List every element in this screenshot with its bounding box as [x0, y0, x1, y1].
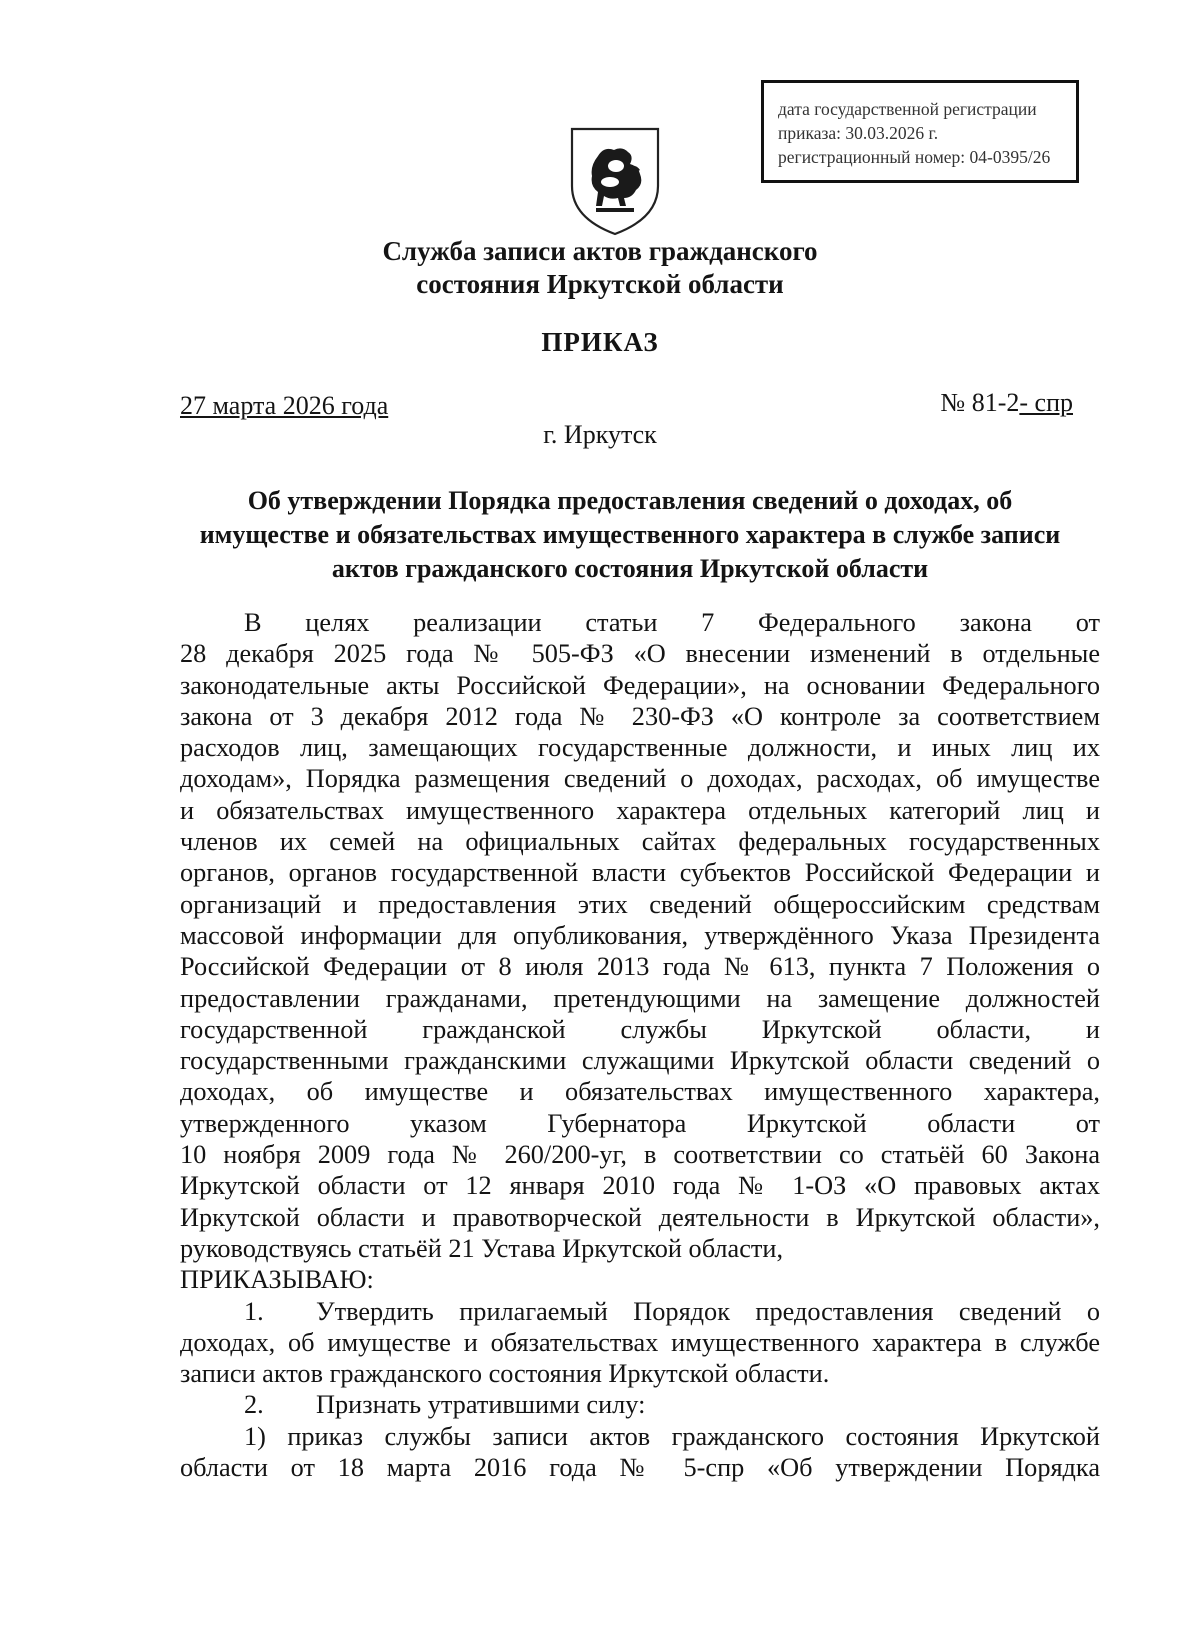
organization-title	[300, 235, 900, 301]
registration-line: дата государственной регистрации	[778, 99, 1037, 119]
body-line: В целях реализации статьи 7 Федерального закона от	[244, 608, 1100, 637]
body-line: организаций и предоставления этих сведений общероссийским средствам	[180, 889, 1100, 919]
item-2-text: Признать утратившими силу:	[316, 1390, 646, 1420]
organization-title-line: Служба записи актов гражданского	[382, 236, 818, 266]
subject-line: имуществе и обязательствах имущественного характера в службе записи	[199, 520, 1061, 549]
item-1-number: 1.	[244, 1296, 264, 1326]
body-line: 10 ноября 2009 года № 260/200-уг, в соответствии со статьёй 60 Закона	[180, 1140, 1100, 1170]
subitem-1-line: 1) приказ службы записи актов гражданского состояния Иркутской	[244, 1421, 1100, 1451]
body-line: предоставлении гражданами, претендующими на замещение должностей	[180, 983, 1100, 1013]
item-1-line: записи актов гражданского состояния Иркутской области.	[180, 1359, 830, 1389]
body-line: утвержденного указом Губернатора Иркутской области от	[180, 1108, 1100, 1138]
order-body	[180, 607, 1100, 1483]
item-1-text: Утвердить прилагаемый Порядок предоставления сведений о	[316, 1296, 1100, 1326]
body-line: Иркутской области и правотворческой деятельности в Иркутской области»,	[180, 1202, 1100, 1232]
document-type: ПРИКАЗ	[541, 327, 659, 357]
registration-line: приказа: 30.03.2026 г.	[778, 123, 939, 143]
order-word: ПРИКАЗЫВАЮ:	[180, 1265, 374, 1295]
body-line: органов, органов государственной власти субъектов Российской Федерации и	[180, 858, 1100, 888]
subitem-1-line: области от 18 марта 2016 года № 5-спр «Об утверждении Порядка	[180, 1453, 1100, 1483]
body-line: доходах, об имуществе и обязательствах имущественного характера,	[180, 1077, 1100, 1107]
body-line: законодательные акты Российской Федерации», на основании Федерального	[180, 670, 1100, 700]
coat-of-arms-icon	[568, 126, 662, 237]
organization-title-line: состояния Иркутской области	[416, 269, 784, 299]
body-line: закона от 3 декабря 2012 года № 230-ФЗ «О контроле за соответствием	[180, 701, 1100, 731]
item-2-number: 2.	[244, 1390, 264, 1420]
body-line: государственной гражданской службы Иркутской области, и	[180, 1014, 1100, 1044]
body-line: Российской Федерации от 8 июля 2013 года № 613, пункта 7 Положения о	[180, 952, 1100, 982]
order-date: 27 марта 2026 года	[180, 391, 389, 420]
body-line: доходам», Порядка размещения сведений о доходах, расходах, об имуществе	[180, 764, 1100, 794]
body-line: руководствуясь статьёй 21 Устава Иркутской области,	[180, 1233, 784, 1263]
registration-stamp	[761, 80, 1079, 183]
body-line: Иркутской области от 12 января 2010 года № 1-ОЗ «О правовых актах	[180, 1171, 1100, 1201]
body-line: расходов лиц, замещающих государственные должности, и иных лиц их	[180, 733, 1100, 763]
item-2-line	[180, 1389, 1100, 1420]
order-number	[940, 387, 1073, 419]
item-1-line	[180, 1296, 1100, 1327]
body-line: государственными гражданскими служащими Иркутской области сведений о	[180, 1046, 1100, 1076]
subject-line: Об утверждении Порядка предоставления сведений о доходах, об	[247, 486, 1013, 515]
body-line: членов их семей на официальных сайтах федеральных государственных	[180, 827, 1100, 857]
subject-line: актов гражданского состояния Иркутской области	[331, 554, 929, 583]
body-line: 28 декабря 2025 года № 505-ФЗ «О внесении изменений в отдельные	[180, 639, 1100, 669]
body-line: массовой информации для опубликования, утверждённого Указа Президента	[180, 920, 1100, 950]
order-subject	[160, 484, 1100, 586]
order-number-suffix: - спр	[1019, 388, 1073, 417]
order-number-prefix: № 81-2	[940, 388, 1020, 417]
city: г. Иркутск	[543, 420, 657, 449]
registration-line: регистрационный номер: 04-0395/26	[778, 147, 1051, 167]
body-line: и обязательствах имущественного характера отдельных категорий лиц и	[180, 795, 1100, 825]
item-1-line: доходах, об имуществе и обязательствах имущественного характера в службе	[180, 1327, 1100, 1357]
